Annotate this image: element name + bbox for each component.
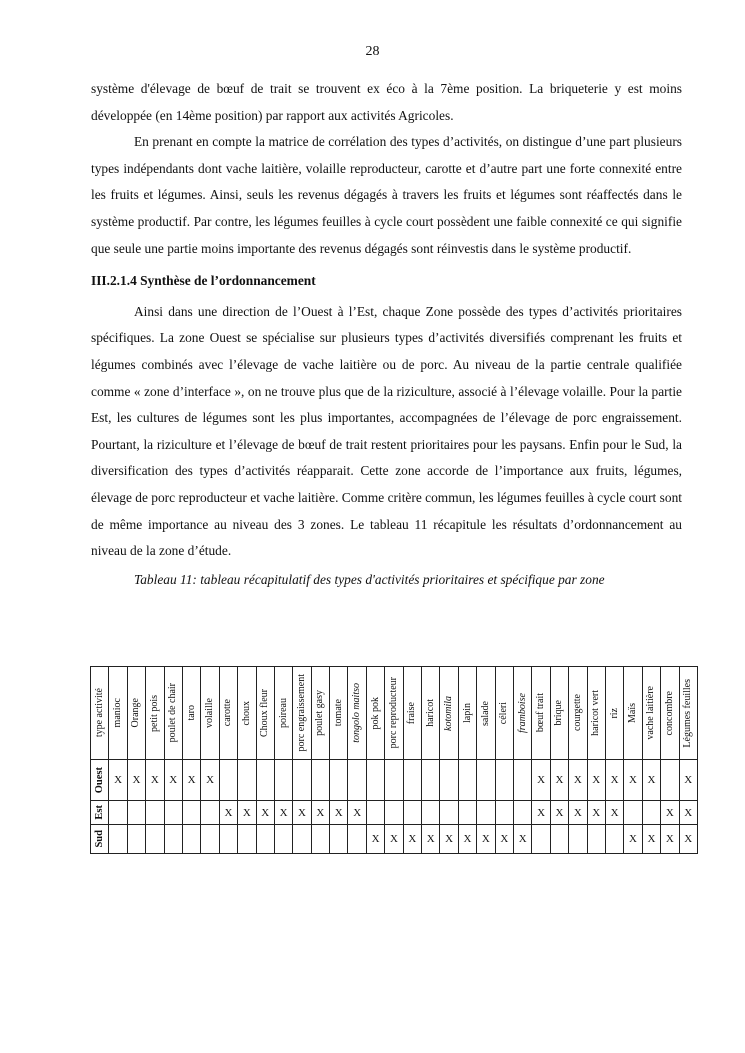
table-cell	[330, 825, 348, 854]
table-body	[91, 760, 698, 854]
column-header: porc reproducteur	[385, 667, 403, 760]
table-cell: X	[366, 825, 384, 854]
column-header: brique	[550, 667, 568, 760]
table-cell: X	[440, 825, 458, 854]
table-cell	[182, 825, 200, 854]
table-cell: X	[330, 801, 348, 825]
column-header: carotte	[219, 667, 237, 760]
table-cell	[127, 825, 145, 854]
table-cell	[127, 801, 145, 825]
table-cell	[550, 825, 568, 854]
table-cell: X	[532, 760, 550, 801]
table-cell	[238, 760, 256, 801]
table-cell	[164, 801, 182, 825]
table-cell: X	[661, 825, 679, 854]
table-cell	[146, 825, 164, 854]
table-cell: X	[642, 760, 660, 801]
table-cell	[477, 760, 495, 801]
table-cell: X	[550, 760, 568, 801]
table-cell	[661, 760, 679, 801]
table-cell: X	[624, 760, 642, 801]
table-cell	[513, 760, 531, 801]
table-cell	[605, 825, 623, 854]
table-cell	[495, 760, 513, 801]
column-header: choux	[238, 667, 256, 760]
column-header: Choux fleur	[256, 667, 274, 760]
table-cell	[569, 825, 587, 854]
table-cell	[311, 825, 329, 854]
table-cell: X	[219, 801, 237, 825]
column-header: porc engraissement	[293, 667, 311, 760]
table-cell	[385, 760, 403, 801]
column-header: framboise	[513, 667, 531, 760]
table-cell: X	[587, 801, 605, 825]
table-cell	[642, 801, 660, 825]
paragraph-3: Ainsi dans une direction de l’Ouest à l’Est, chaque Zone possède des types d’activités prioritaires spécifiques. La zone Ouest se spécialise sur plusieurs types d’activités diversifiés comprenant les fruits et légumes combinés avec l’élevage de vache laitière ou de porc. Au niveau de la partie centrale qualifiée comme « zone d’interface », on ne trouve plus que de la riziculture, associé à l’élevage volaille. Pour la partie Est, les cultures de légumes sont les plus importantes, accompagnées de l’élevage de porc engraissement. Pourtant, la riziculture et l’élevage de bœuf de trait restent prioritaires pour les paysans. Enfin pour le Sud, la diversification des types d’activités réapparait. Cette zone accorde de l’importance aux fruits, légumes, élevage de porc reproducteur et vache laitière. Comme critère commun, les légumes feuilles à cycle court sont de même importance au niveau des 3 zones. Le tableau 11 récapitule les résultats d’ordonnancement au niveau de la zone d’étude.	[91, 303, 682, 559]
table-cell: X	[403, 825, 421, 854]
table-cell	[495, 801, 513, 825]
table-cell: X	[532, 801, 550, 825]
table-cell	[274, 825, 292, 854]
table-cell	[256, 760, 274, 801]
table-row	[91, 760, 698, 801]
section-heading: III.2.1.4 Synthèse de l’ordonnancement	[91, 273, 316, 289]
table-cell	[440, 760, 458, 801]
column-header: poireau	[274, 667, 292, 760]
table-cell: X	[624, 825, 642, 854]
table-row	[91, 825, 698, 854]
table-cell	[458, 760, 476, 801]
body-text	[91, 76, 682, 593]
table-cell	[219, 825, 237, 854]
table-cell	[182, 801, 200, 825]
table-cell	[109, 801, 127, 825]
column-header: pok pok	[366, 667, 384, 760]
table-cell	[164, 825, 182, 854]
table-cell: X	[679, 801, 697, 825]
page-number: 28	[365, 44, 380, 59]
table-cell	[366, 760, 384, 801]
zone-label: Sud	[91, 825, 109, 854]
table-cell	[293, 760, 311, 801]
column-header: courgette	[569, 667, 587, 760]
table-cell	[403, 801, 421, 825]
table-cell: X	[256, 801, 274, 825]
table-cell	[624, 801, 642, 825]
column-header: Orange	[127, 667, 145, 760]
zone-label: Est	[91, 801, 109, 825]
paragraph-1: système d'élevage de bœuf de trait se trouvent ex éco à la 7ème position. La briqueterie y est moins développée (en 14ème position) par rapport aux activités Agricoles.	[91, 81, 682, 123]
column-header: haricot vert	[587, 667, 605, 760]
table-cell	[238, 825, 256, 854]
table-cell: X	[109, 760, 127, 801]
table-cell: X	[182, 760, 200, 801]
table-cell: X	[311, 801, 329, 825]
column-header: poulet de chair	[164, 667, 182, 760]
column-header: bœuf trait	[532, 667, 550, 760]
column-header: riz	[605, 667, 623, 760]
column-header: concombre	[661, 667, 679, 760]
table-cell: X	[679, 825, 697, 854]
table-cell	[201, 801, 219, 825]
table-cell	[330, 760, 348, 801]
table-cell: X	[146, 760, 164, 801]
column-header: tomate	[330, 667, 348, 760]
column-header: Légumes feuilles	[679, 667, 697, 760]
paragraph-2: En prenant en compte la matrice de corrélation des types d’activités, on distingue d’une part plusieurs types indépendants dont vache laitière, volaille reproducteur, carotte et d’autre part une forte connexité entre les fruits et légumes. Ainsi, seuls les revenus dégagés à travers les fruits et légumes sont réaffectés dans le système productif. Par contre, les légumes feuilles à cycle court possèdent une faible connexité ce qui signifie que seule une partie moins importante des revenus dégagés sont réinvestis dans le système productif.	[91, 134, 682, 256]
table-cell: X	[422, 825, 440, 854]
column-header: poulet gasy	[311, 667, 329, 760]
column-header: céleri	[495, 667, 513, 760]
table-cell	[458, 801, 476, 825]
column-header: lapin	[458, 667, 476, 760]
column-header: vache laitière	[642, 667, 660, 760]
corner-header: type activité	[91, 667, 109, 760]
table-cell: X	[477, 825, 495, 854]
table-cell	[109, 825, 127, 854]
column-header: fraise	[403, 667, 421, 760]
table-cell: X	[642, 825, 660, 854]
table-cell: X	[679, 760, 697, 801]
table-cell	[422, 760, 440, 801]
table-cell: X	[164, 760, 182, 801]
table-cell	[293, 825, 311, 854]
table-cell	[513, 801, 531, 825]
table-cell	[348, 825, 366, 854]
table-cell: X	[274, 801, 292, 825]
table-cell: X	[569, 760, 587, 801]
table-cell	[422, 801, 440, 825]
table-cell: X	[605, 801, 623, 825]
table-cell	[532, 825, 550, 854]
table-cell	[403, 760, 421, 801]
column-header: salade	[477, 667, 495, 760]
table-cell	[146, 801, 164, 825]
table-cell: X	[348, 801, 366, 825]
table-cell: X	[605, 760, 623, 801]
table-cell	[440, 801, 458, 825]
table-cell	[311, 760, 329, 801]
table-caption: Tableau 11: tableau récapitulatif des types d'activités prioritaires et spécifique par zone	[134, 571, 605, 587]
table-cell: X	[201, 760, 219, 801]
table-cell	[274, 760, 292, 801]
table-cell: X	[127, 760, 145, 801]
table-cell: X	[385, 825, 403, 854]
column-header: tongolo maitso	[348, 667, 366, 760]
table-cell	[385, 801, 403, 825]
table-cell	[366, 801, 384, 825]
table-cell: X	[513, 825, 531, 854]
column-header: taro	[182, 667, 200, 760]
table-cell	[587, 825, 605, 854]
column-header: kotomila	[440, 667, 458, 760]
table-cell: X	[550, 801, 568, 825]
table-cell: X	[238, 801, 256, 825]
table-cell: X	[569, 801, 587, 825]
column-header: manioc	[109, 667, 127, 760]
column-header: Maïs	[624, 667, 642, 760]
column-header: volaille	[201, 667, 219, 760]
table-cell: X	[587, 760, 605, 801]
column-header: haricot	[422, 667, 440, 760]
table-cell: X	[661, 801, 679, 825]
table-row	[91, 801, 698, 825]
table-cell	[201, 825, 219, 854]
table-cell	[256, 825, 274, 854]
table-cell	[477, 801, 495, 825]
summary-table	[90, 666, 698, 854]
table-cell: X	[495, 825, 513, 854]
header-row	[91, 667, 698, 760]
table-cell: X	[293, 801, 311, 825]
table-cell	[219, 760, 237, 801]
column-header: petit pois	[146, 667, 164, 760]
table-cell	[348, 760, 366, 801]
table-cell: X	[458, 825, 476, 854]
zone-label: Ouest	[91, 760, 109, 801]
